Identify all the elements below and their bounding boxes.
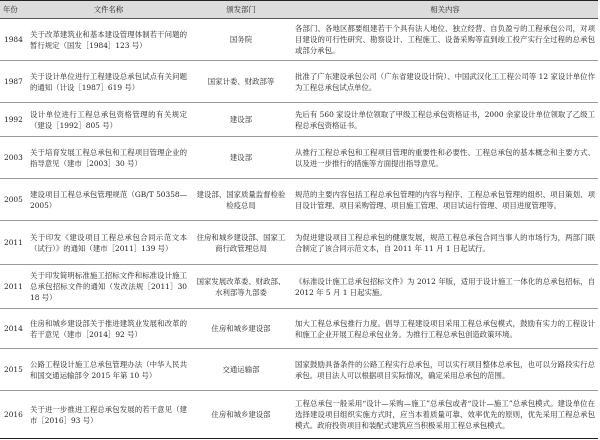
cell-title: 公路工程设计施工总承包管理办法（中华人民共和国交通运输部令 2015 年第 10 号）	[30, 359, 187, 380]
cell-title: 关于改革建筑业和基本建设管理体制若干问题的暂行规定（国发［1984］123 号）	[30, 29, 187, 50]
cell-dept: 建设部	[229, 153, 253, 162]
cell-dept: 住房和城乡建设部	[211, 324, 271, 333]
cell-year: 2005	[4, 195, 23, 204]
cell-year: 1987	[4, 77, 23, 86]
cell-year: 2011	[4, 238, 23, 247]
cell-dept: 建设部、国家质量监督检验检疫总局	[196, 189, 286, 210]
cell-content: 先后有 560 家设计单位领取了甲级工程总承包资格证书，2000 余家设计单位领取了乙级工程总承包资格证书。	[295, 109, 595, 130]
table-row	[0, 265, 598, 309]
cell-content: 批准了广东建设承包公司（广东省建设设计院）、中国武汉化工工程公司等 12 家设计单位作为工程总承包试点单位。	[295, 71, 595, 92]
cell-dept: 住房和城乡建设部	[211, 410, 271, 419]
cell-content: 《标准设计施工总承包招标文件》为 2012 年版，适用于设计施工一体化的总承包招标，自 2012 年 5 月 1 日起实施。	[295, 276, 595, 297]
table-body	[0, 19, 598, 439]
cell-content: 从推行工程总承包和工程项目管理的重要性和必要性、工程总承包的基本概念和主要方式、以及进一步推行的措施等方面提出指导意见。	[295, 147, 595, 168]
cell-dept: 国务院	[229, 35, 253, 44]
cell-content: 国家鼓励具备条件的公路工程实行总承包，可以实行项目整体总承包，也可以分路段实行总承包。项目法人可以根据项目实际情况，确定采用总承包的范围。	[295, 359, 595, 380]
cell-content: 规范的主要内容包括工程总承包管理的内容与程序、工程总承包管理的组织、项目策划、项目设计管理、项目采购管理、项目施工管理、项目试运行管理、项目进度管理等。	[295, 189, 595, 210]
table-row	[0, 19, 598, 61]
header-title: 文件名称	[27, 1, 190, 19]
cell-dept: 国家发展改革委、财政部、水利部等九部委	[196, 276, 286, 297]
cell-title: 设计单位进行工程总承包资格管理的有关规定（建设［1992］805 号）	[30, 109, 187, 130]
table-header	[0, 1, 598, 19]
header-content: 相关内容	[292, 1, 598, 19]
table-row	[0, 349, 598, 391]
cell-dept: 国家计委、财政部等	[207, 77, 275, 86]
cell-title: 关于培育发展工程总承包和工程项目管理企业的指导意见（建市［2003］30 号）	[30, 147, 187, 168]
cell-dept: 建设部	[229, 115, 253, 124]
cell-year: 2015	[4, 365, 23, 374]
cell-title: 建设项目工程总承包管理规范（GB/T 50358—2005）	[30, 189, 187, 210]
cell-content: 工程总承包一般采用“设计—采购—施工”总承包或者“设计—施工”总承包模式。建设单位在选择建设项目组织实施方式时，应当本着质量可靠、效率优先的原则，优先采用工程总承包模式。政府投资项目和装配式建筑应当积极采用工程总承包模式。	[295, 399, 595, 430]
cell-year: 1992	[4, 115, 23, 124]
table-row	[0, 221, 598, 265]
cell-content: 为促进建设项目工程总承包的健康发展，规范工程总承包合同当事人的市场行为，两部门联合制定了该合同示范文本，自 2011 年 11 月 1 日起试行。	[295, 232, 595, 253]
cell-year: 2016	[4, 410, 23, 419]
cell-title: 关于印发简明标准施工招标文件和标准设计施工总承包招标文件的通知（发改法规［2011］3018 号）	[30, 271, 187, 302]
cell-title: 关于设计单位进行工程建设总承包试点有关问题的通知（计设［1987］619 号）	[30, 71, 187, 92]
table-row	[0, 391, 598, 439]
cell-year: 1984	[4, 35, 23, 44]
cell-year: 2003	[4, 153, 23, 162]
cell-dept: 住房和城乡建设部、国家工商行政管理总局	[196, 232, 286, 253]
table-row	[0, 61, 598, 103]
header-row	[0, 1, 598, 19]
table-row	[0, 309, 598, 349]
cell-title: 关于进一步推进工程总承包发展的若干意见（建市［2016］93 号）	[30, 404, 187, 425]
header-year: 年份	[0, 1, 27, 19]
cell-content: 各部门、各地区都要组建若干个具有法人地位、独立经营、自负盈亏的工程承包公司，对项目建设的可行性研究、勘察设计、工程施工、设备采购等直到竣工投产实行全过程的总承包或部分承包。	[295, 24, 595, 55]
cell-title: 住房和城乡建设部关于推进建筑业发展和改革的若干意见（建市［2014］92 号）	[30, 318, 187, 339]
cell-year: 2014	[4, 324, 23, 333]
cell-content: 加大工程总承包推行力度。倡导工程建设项目采用工程总承包模式，鼓励有实力的工程设计和施工企业开展工程总承包业务。为推行工程总承包创造政策环境。	[295, 318, 595, 339]
cell-title: 关于印发《建设项目工程总承包合同示范文本（试行）》的通知（建市［2011］139 号）	[30, 232, 187, 253]
cell-year: 2011	[4, 282, 23, 291]
table-row	[0, 137, 598, 179]
table-row	[0, 103, 598, 137]
table-row	[0, 179, 598, 221]
header-dept: 颁发部门	[190, 1, 292, 19]
cell-dept: 交通运输部	[222, 365, 260, 374]
